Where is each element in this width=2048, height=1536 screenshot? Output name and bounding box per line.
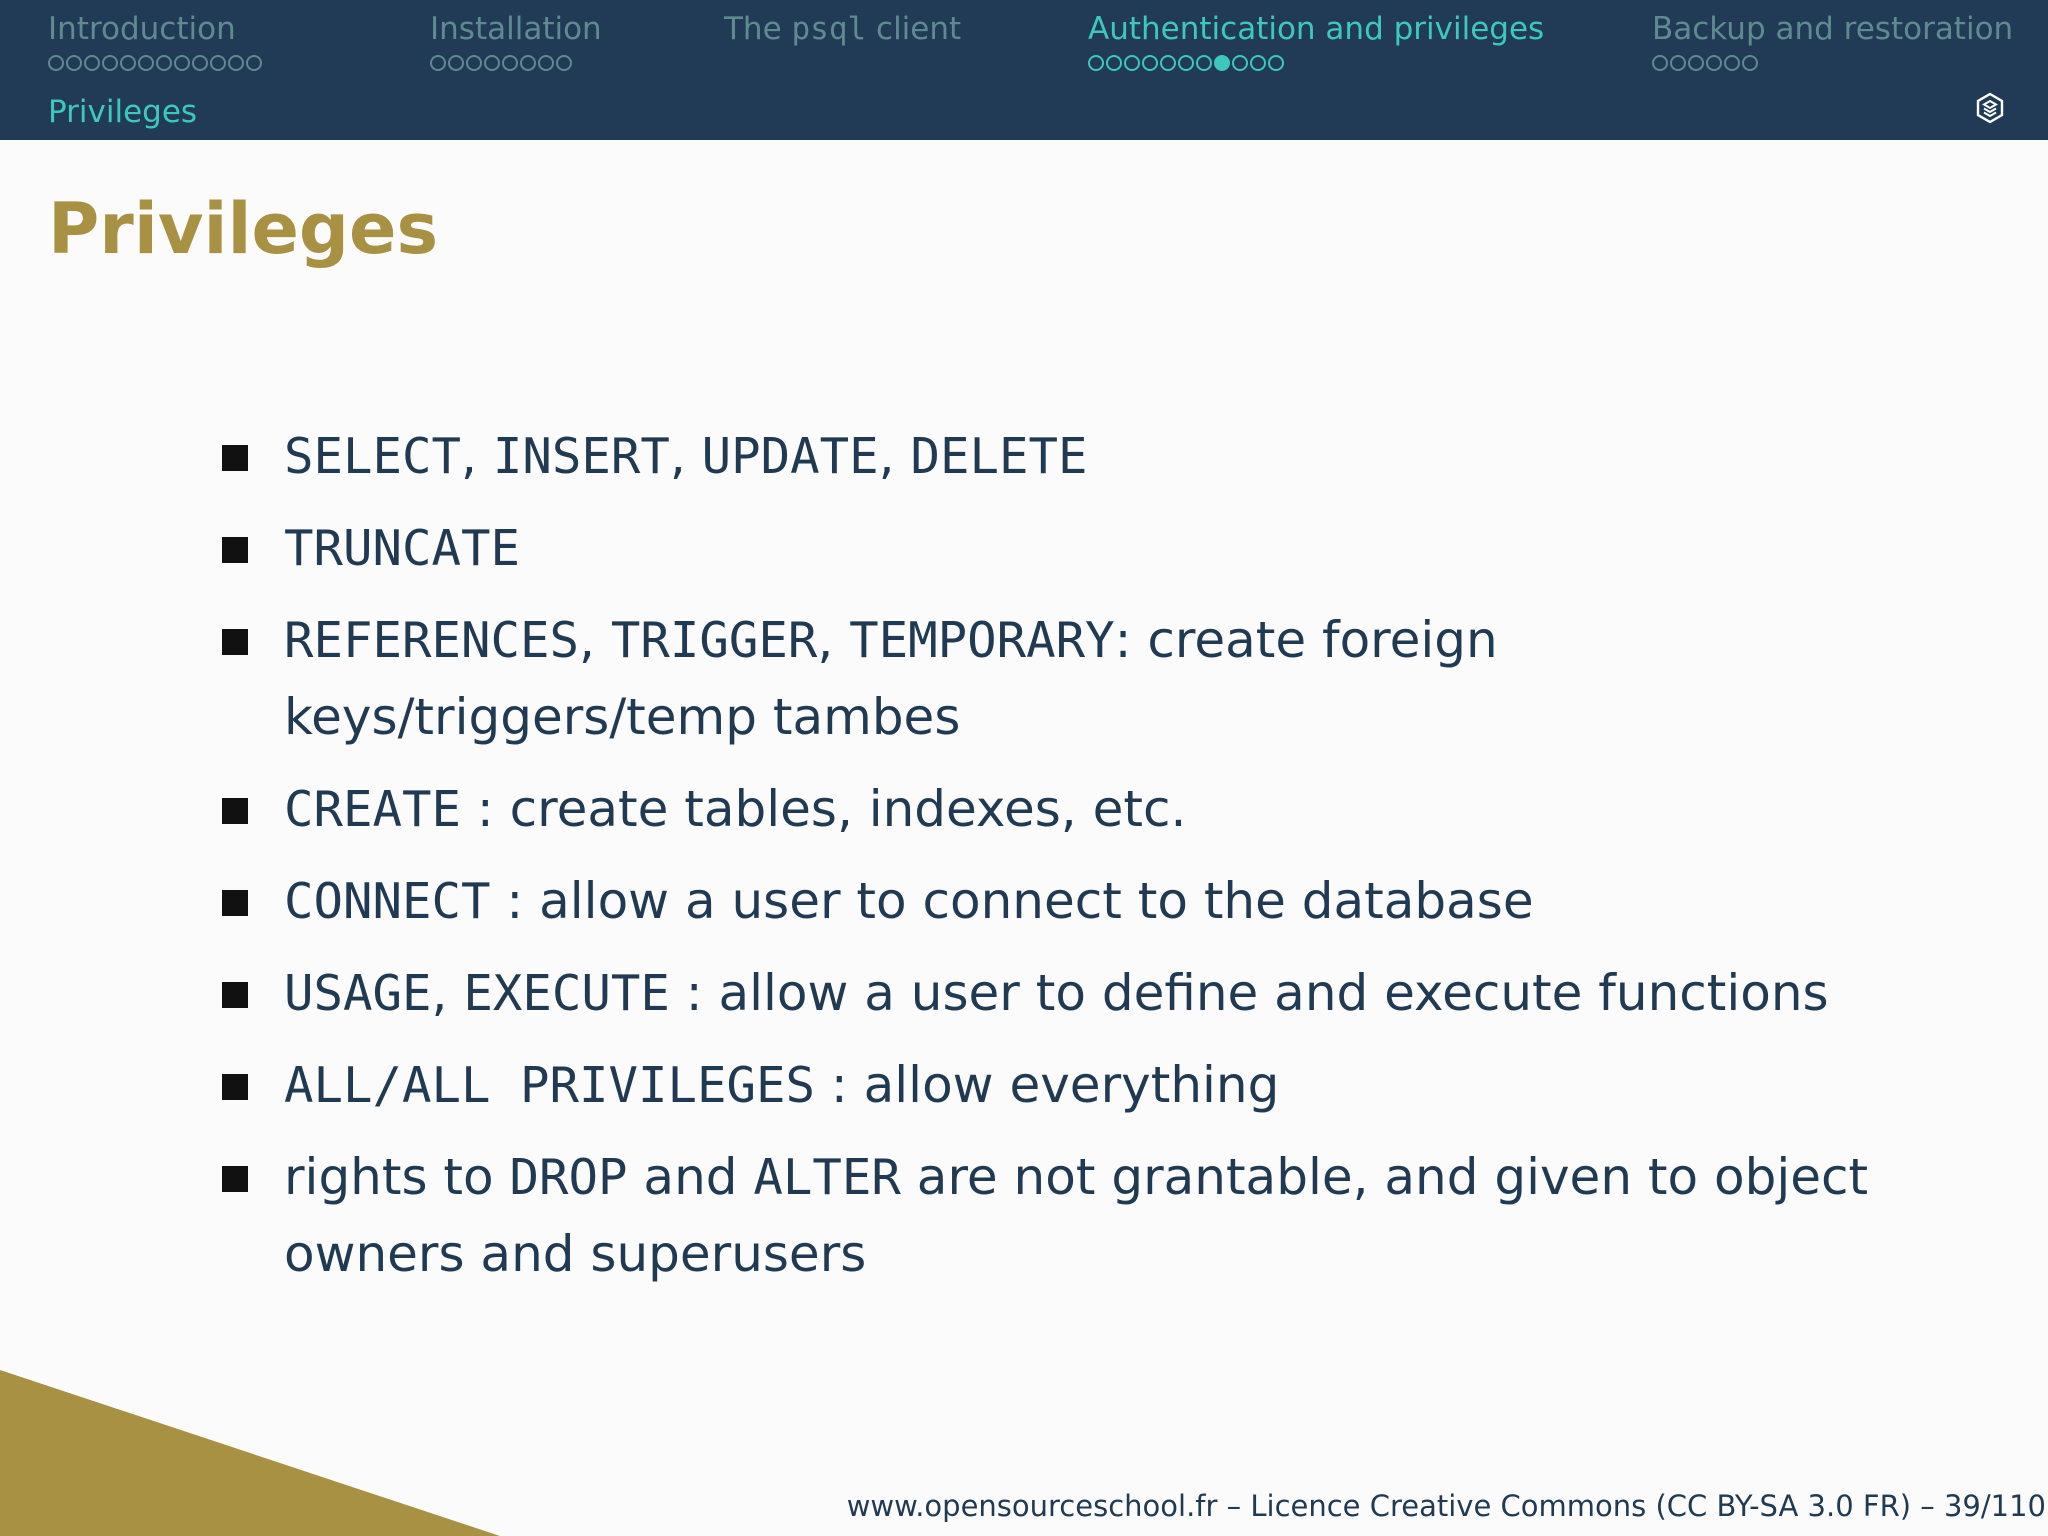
nav-dot[interactable]	[1670, 55, 1686, 71]
nav-dot[interactable]	[1160, 55, 1176, 71]
separator: ,	[579, 611, 611, 669]
square-bullet-icon	[222, 1074, 248, 1100]
nav-section-authentication[interactable]	[1088, 10, 1544, 76]
nav-section-title[interactable]	[724, 10, 961, 48]
nav-dot[interactable]	[1742, 55, 1758, 71]
list-item	[222, 955, 1922, 1032]
decorative-corner-triangle	[0, 1370, 500, 1536]
nav-dot[interactable]	[1124, 55, 1140, 71]
code-keyword: EXECUTE	[463, 965, 670, 1022]
nav-dot[interactable]	[1268, 55, 1284, 71]
nav-dot[interactable]	[48, 55, 64, 71]
nav-dot[interactable]	[538, 55, 554, 71]
code-keyword: ALL/ALL PRIVILEGES	[284, 1057, 816, 1114]
list-item	[222, 863, 1922, 940]
header-nav-bar	[0, 0, 2048, 140]
open-source-school-logo-icon	[1976, 92, 2004, 124]
code-keyword: ALTER	[753, 1149, 901, 1206]
privileges-list	[222, 418, 1922, 1308]
bullet-text: are not grantable, and given to object owners and superusers	[284, 1148, 1869, 1283]
code-keyword: USAGE	[284, 965, 432, 1022]
nav-dot[interactable]	[210, 55, 226, 71]
nav-dot[interactable]	[1196, 55, 1212, 71]
nav-dot[interactable]	[1142, 55, 1158, 71]
nav-dot[interactable]	[192, 55, 208, 71]
square-bullet-icon	[222, 629, 248, 655]
code-keyword: DELETE	[910, 428, 1088, 485]
nav-dots-introduction	[48, 52, 262, 76]
square-bullet-icon	[222, 537, 248, 563]
square-bullet-icon	[222, 982, 248, 1008]
nav-section-installation[interactable]	[430, 10, 602, 76]
nav-section-title-active[interactable]: Authentication and privileges	[1088, 11, 1545, 47]
separator: ,	[431, 964, 464, 1022]
separator: ,	[461, 427, 493, 485]
nav-dot[interactable]	[66, 55, 82, 71]
nav-dot[interactable]	[84, 55, 100, 71]
code-keyword: CREATE	[284, 781, 462, 838]
nav-section-title[interactable]: Introduction	[48, 11, 236, 47]
list-item	[222, 1047, 1922, 1124]
code-keyword: TRUNCATE	[284, 520, 521, 577]
nav-section-title[interactable]: Installation	[430, 11, 602, 47]
nav-title-suffix: client	[866, 11, 962, 47]
code-keyword: UPDATE	[701, 428, 879, 485]
nav-dot[interactable]	[246, 55, 262, 71]
footer-license: www.opensourceschool.fr – Licence Creative Commons (CC BY-SA 3.0 FR) – 39/110	[846, 1489, 2046, 1523]
nav-dots-backup	[1652, 52, 2013, 76]
square-bullet-icon	[222, 798, 248, 824]
nav-dot[interactable]	[1250, 55, 1266, 71]
nav-dot[interactable]	[174, 55, 190, 71]
code-keyword: INSERT	[492, 428, 670, 485]
nav-dot[interactable]	[228, 55, 244, 71]
nav-dot-current[interactable]	[1214, 55, 1230, 71]
nav-dot[interactable]	[502, 55, 518, 71]
separator: ,	[817, 611, 850, 669]
code-keyword: TRIGGER	[610, 612, 818, 669]
nav-section-title[interactable]: Backup and restoration	[1652, 11, 2014, 47]
separator: ,	[669, 427, 702, 485]
nav-subsection-title[interactable]: Privileges	[48, 94, 198, 130]
nav-dot[interactable]	[156, 55, 172, 71]
separator: ,	[878, 427, 911, 485]
square-bullet-icon	[222, 890, 248, 916]
code-keyword: CONNECT	[284, 873, 491, 930]
bullet-text: : create tables, indexes, etc.	[461, 780, 1187, 838]
nav-dot[interactable]	[556, 55, 572, 71]
nav-dot[interactable]	[1688, 55, 1704, 71]
nav-dot[interactable]	[138, 55, 154, 71]
nav-dot[interactable]	[466, 55, 482, 71]
bullet-text: : create foreign keys/triggers/temp tambes	[284, 611, 1498, 746]
nav-title-code: psql	[791, 11, 867, 47]
nav-dot[interactable]	[1178, 55, 1194, 71]
nav-dot[interactable]	[430, 55, 446, 71]
nav-dot[interactable]	[1232, 55, 1248, 71]
bullet-text: : allow everything	[815, 1056, 1280, 1114]
nav-section-psql-client[interactable]	[724, 10, 961, 48]
code-keyword: REFERENCES	[284, 612, 580, 669]
nav-dot[interactable]	[1088, 55, 1104, 71]
list-item	[222, 1139, 1922, 1293]
code-keyword: TEMPORARY	[849, 612, 1115, 669]
nav-dot[interactable]	[1652, 55, 1668, 71]
bullet-text: : allow a user to define and execute functions	[669, 964, 1829, 1022]
nav-dot[interactable]	[120, 55, 136, 71]
nav-section-backup[interactable]	[1652, 10, 2013, 76]
nav-dots-authentication	[1088, 52, 1544, 76]
code-keyword: DROP	[509, 1149, 628, 1206]
nav-dots-installation	[430, 52, 602, 76]
nav-dot[interactable]	[102, 55, 118, 71]
list-item	[222, 510, 1922, 587]
list-item	[222, 418, 1922, 495]
bullet-text: and	[627, 1148, 754, 1206]
list-item	[222, 602, 1922, 756]
list-item	[222, 771, 1922, 848]
nav-dot[interactable]	[484, 55, 500, 71]
code-keyword: SELECT	[284, 428, 462, 485]
square-bullet-icon	[222, 1166, 248, 1192]
square-bullet-icon	[222, 445, 248, 471]
nav-dot[interactable]	[1106, 55, 1122, 71]
nav-dot[interactable]	[448, 55, 464, 71]
bullet-text: : allow a user to connect to the database	[490, 872, 1534, 930]
nav-title-prefix: The	[724, 11, 792, 47]
nav-section-introduction[interactable]	[48, 10, 262, 76]
slide-title: Privileges	[48, 188, 439, 270]
nav-dot[interactable]	[520, 55, 536, 71]
nav-dot[interactable]	[1706, 55, 1722, 71]
nav-dot[interactable]	[1724, 55, 1740, 71]
bullet-text: rights to	[284, 1148, 510, 1206]
